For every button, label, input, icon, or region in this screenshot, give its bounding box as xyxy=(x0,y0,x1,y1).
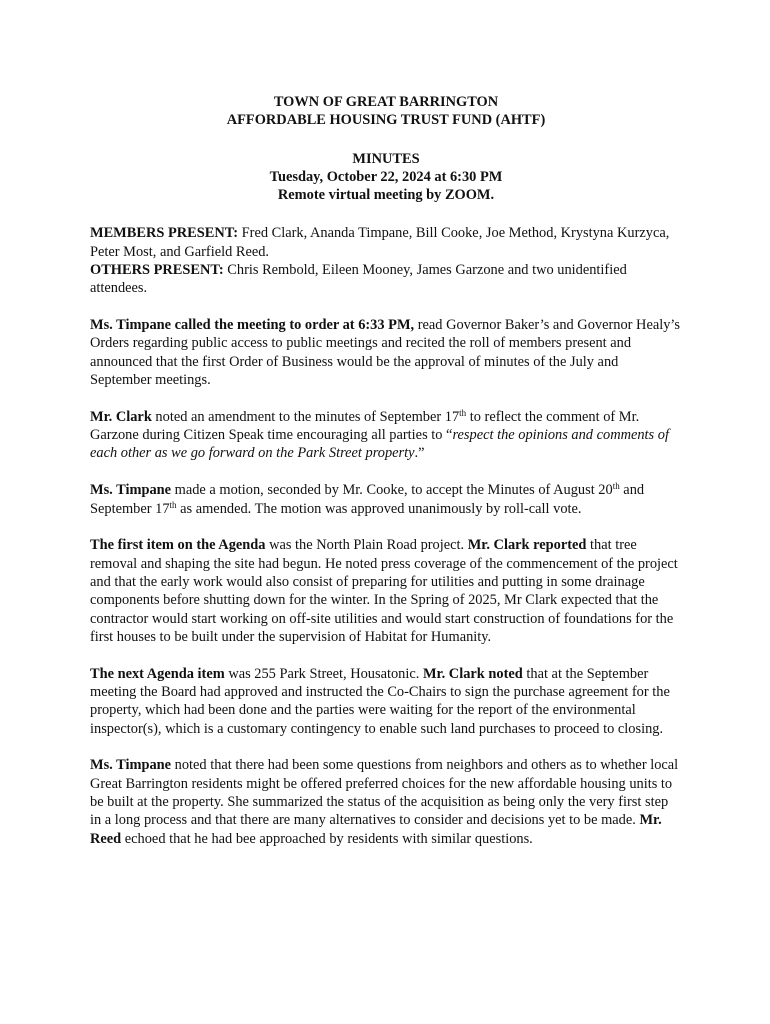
amendment-text-1: noted an amendment to the minutes of September 17 xyxy=(151,408,460,425)
next-item-speaker: Mr. Clark noted xyxy=(422,665,523,682)
next-item-lead: The next Agenda item xyxy=(90,665,225,682)
next-item-text-1: was 255 Park Street, Housatonic. xyxy=(224,665,423,682)
meeting-date: Tuesday, October 22, 2024 at 6:30 PM xyxy=(269,168,503,185)
amendment-speaker: Mr. Clark xyxy=(90,408,152,425)
first-item-text-1: was the North Plain Road project. xyxy=(265,537,468,554)
questions-speaker-2: Mr. Reed xyxy=(90,812,662,847)
paragraph-amendment xyxy=(90,408,682,463)
paragraph-next-agenda-item xyxy=(90,665,682,738)
amendment-text-2: to reflect the comment of Mr. Garzone during Citizen Speak time encouraging all parties to “ xyxy=(90,408,640,444)
motion-text-1: made a motion, seconded by Mr. Cooke, to accept the Minutes of August 20 xyxy=(171,482,613,499)
members-present xyxy=(90,224,682,261)
meeting-mode: Remote virtual meeting by ZOOM. xyxy=(277,187,495,204)
members-present-label: MEMBERS PRESENT: xyxy=(90,225,239,242)
paragraph-motion xyxy=(90,481,682,518)
others-present xyxy=(90,261,682,298)
first-item-speaker: Mr. Clark reported xyxy=(467,537,587,554)
questions-text-1: noted that there had been some questions from neighbors and others as to whether local Great Barrington residents might be offered preferred choices for the new affordable housing units to be built at the property. She summarized the status of the acquisition as being only the very first step in a long process and that there are many alternatives to consider and decisions yet to be made. xyxy=(90,757,679,829)
paragraph-questions xyxy=(90,756,682,847)
call-to-order-text: read Governor Baker’s and Governor Healy’s Orders regarding public access to public meetings and recited the roll of members present and announced that the first Order of Business would be the approval of minutes of the July and September meetings. xyxy=(90,317,681,389)
town-title: TOWN OF GREAT BARRINGTON xyxy=(273,94,499,110)
next-item-text-2: that at the September meeting the Board had approved and instructed the Co-Chairs to sign the purchase agreement for the property, which had been done and the parties were waiting for the report of the environmental inspector(s), which is a customary contingency to enable such land purchases to proceed to closing. xyxy=(90,665,670,737)
others-present-list: Chris Rembold, Eileen Mooney, James Garzone and two unidentified attendees. xyxy=(90,262,627,297)
first-item-text-2: that tree removal and shaping the site had begun. He noted press coverage of the commencement of the project and that the early work would also consist of preparing for utilities and putting in some drainage components before shutting down for the winter. In the Spring of 2025, Mr Clark expected that the contractor would start working on off-site utilities and would start construction of foundations for the first houses to be built under the supervision of Habitat for Humanity. xyxy=(90,537,678,645)
paragraph-first-agenda-item xyxy=(90,536,682,646)
ordinal-suffix: th xyxy=(612,481,620,492)
questions-speaker-1: Ms. Timpane xyxy=(90,757,172,774)
ordinal-suffix: th xyxy=(459,407,467,418)
questions-text-2: echoed that he had bee approached by residents with similar questions. xyxy=(121,830,533,847)
ordinal-suffix: th xyxy=(169,499,177,510)
motion-speaker: Ms. Timpane xyxy=(90,482,172,499)
motion-text-2: and September 17 xyxy=(90,482,645,517)
paragraph-call-to-order xyxy=(90,316,682,389)
others-present-label: OTHERS PRESENT: xyxy=(90,262,224,279)
amendment-quote: respect the opinions and comments of each other as we go forward on the Park Street property xyxy=(90,427,669,462)
fund-title: AFFORDABLE HOUSING TRUST FUND (AHTF) xyxy=(226,112,546,129)
members-present-list: Fred Clark, Ananda Timpane, Bill Cooke, Joe Method, Krystyna Kurzyca, Peter Most, and Garfield Reed. xyxy=(90,225,670,260)
minutes-title: MINUTES xyxy=(352,150,420,167)
motion-text-3: as amended. The motion was approved unanimously by roll-call vote. xyxy=(176,500,582,517)
call-to-order-lead: Ms. Timpane called the meeting to order at 6:33 PM, xyxy=(90,317,415,334)
first-item-lead: The first item on the Agenda xyxy=(90,537,266,554)
amendment-text-3: .” xyxy=(414,445,425,462)
document-page xyxy=(90,93,682,866)
document-header xyxy=(90,93,682,204)
